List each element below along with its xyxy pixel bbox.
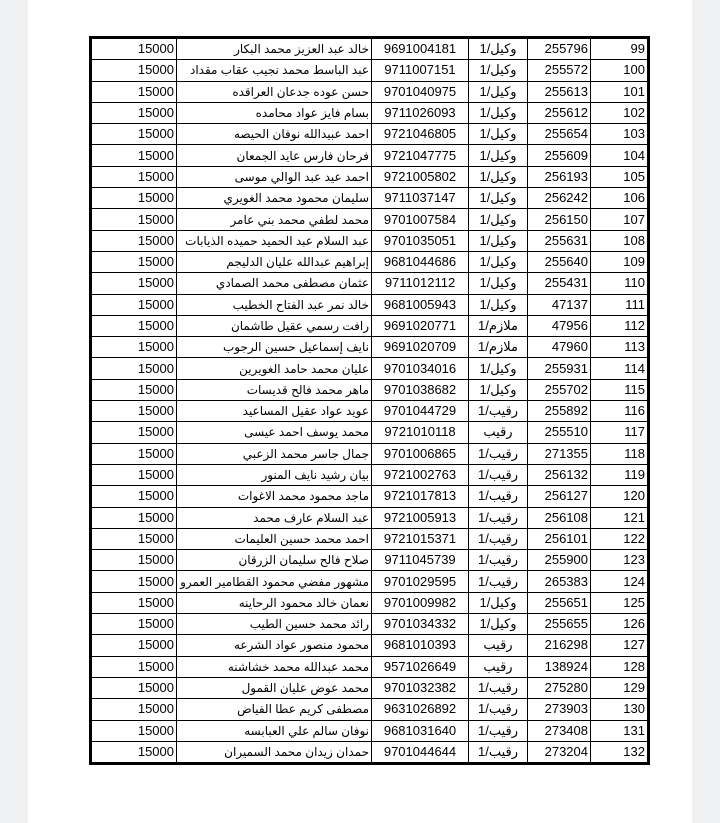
- name-cell: عبد الباسط محمد نجيب عقاب مقداد: [177, 60, 372, 81]
- name-cell: نايف إسماعيل حسين الرجوب: [177, 337, 372, 358]
- table-row: [91, 379, 649, 400]
- sequence-cell: 112: [591, 315, 649, 336]
- table-row: [91, 358, 649, 379]
- national-id-cell: 9711012112: [372, 273, 469, 294]
- table-row: [91, 38, 649, 60]
- table-row: [91, 273, 649, 294]
- name-cell: محمود منصور عواد الشرعه: [177, 635, 372, 656]
- amount-cell: 15000: [91, 124, 177, 145]
- amount-cell: 15000: [91, 635, 177, 656]
- national-id-cell: 9711045739: [372, 550, 469, 571]
- sequence-cell: 102: [591, 102, 649, 123]
- amount-cell: 15000: [91, 422, 177, 443]
- national-id-cell: 9721005913: [372, 507, 469, 528]
- rank-cell: رقيب/1: [469, 720, 528, 741]
- military-number-cell: 255572: [528, 60, 591, 81]
- table-row: [91, 422, 649, 443]
- military-number-cell: 255431: [528, 273, 591, 294]
- rank-cell: رقيب/1: [469, 677, 528, 698]
- amount-cell: 15000: [91, 145, 177, 166]
- rank-cell: رقيب/1: [469, 571, 528, 592]
- amount-cell: 15000: [91, 677, 177, 698]
- table-row: [91, 677, 649, 698]
- military-number-cell: 255613: [528, 81, 591, 102]
- military-number-cell: 256150: [528, 209, 591, 230]
- amount-cell: 15000: [91, 592, 177, 613]
- table-row: [91, 486, 649, 507]
- national-id-cell: 9701044729: [372, 401, 469, 422]
- national-id-cell: 9691020709: [372, 337, 469, 358]
- name-cell: خالد عبد العزيز محمد البكار: [177, 38, 372, 60]
- sequence-cell: 104: [591, 145, 649, 166]
- name-cell: جمال جاسر محمد الزعبي: [177, 443, 372, 464]
- military-number-cell: 255654: [528, 124, 591, 145]
- rank-cell: وكيل/1: [469, 230, 528, 251]
- amount-cell: 15000: [91, 294, 177, 315]
- sequence-cell: 126: [591, 614, 649, 635]
- national-id-cell: 9711037147: [372, 188, 469, 209]
- table-row: [91, 741, 649, 763]
- military-number-cell: 138924: [528, 656, 591, 677]
- rank-cell: وكيل/1: [469, 592, 528, 613]
- table-row: [91, 251, 649, 272]
- amount-cell: 15000: [91, 464, 177, 485]
- amount-cell: 15000: [91, 443, 177, 464]
- table-row: [91, 401, 649, 422]
- national-id-cell: 9631026892: [372, 699, 469, 720]
- national-id-cell: 9691020771: [372, 315, 469, 336]
- national-id-cell: 9721005802: [372, 166, 469, 187]
- name-cell: احمد عبيدالله نوفان الحيصه: [177, 124, 372, 145]
- sequence-cell: 118: [591, 443, 649, 464]
- table-row: [91, 124, 649, 145]
- military-number-cell: 273204: [528, 741, 591, 763]
- table-row: [91, 230, 649, 251]
- table-row: [91, 699, 649, 720]
- sequence-cell: 125: [591, 592, 649, 613]
- national-id-cell: 9701035051: [372, 230, 469, 251]
- military-number-cell: 255631: [528, 230, 591, 251]
- amount-cell: 15000: [91, 528, 177, 549]
- national-id-cell: 9711026093: [372, 102, 469, 123]
- amount-cell: 15000: [91, 81, 177, 102]
- military-number-cell: 256108: [528, 507, 591, 528]
- amount-cell: 15000: [91, 507, 177, 528]
- amount-cell: 15000: [91, 401, 177, 422]
- sequence-cell: 111: [591, 294, 649, 315]
- name-cell: نعمان خالد محمود الرحاينه: [177, 592, 372, 613]
- rank-cell: وكيل/1: [469, 209, 528, 230]
- rank-cell: رقيب/1: [469, 507, 528, 528]
- table-row: [91, 528, 649, 549]
- national-id-cell: 9721046805: [372, 124, 469, 145]
- sequence-cell: 109: [591, 251, 649, 272]
- amount-cell: 15000: [91, 315, 177, 336]
- sequence-cell: 100: [591, 60, 649, 81]
- rank-cell: رقيب/1: [469, 528, 528, 549]
- national-id-cell: 9701007584: [372, 209, 469, 230]
- national-id-cell: 9701009982: [372, 592, 469, 613]
- sequence-cell: 128: [591, 656, 649, 677]
- sequence-cell: 117: [591, 422, 649, 443]
- amount-cell: 15000: [91, 486, 177, 507]
- name-cell: رافت رسمي عقيل طاشمان: [177, 315, 372, 336]
- military-number-cell: 255796: [528, 38, 591, 60]
- name-cell: عثمان مصطفى محمد الصمادي: [177, 273, 372, 294]
- name-cell: محمد عوض عليان القمول: [177, 677, 372, 698]
- name-cell: سليمان محمود محمد الغويري: [177, 188, 372, 209]
- military-number-cell: 255892: [528, 401, 591, 422]
- rank-cell: رقيب: [469, 656, 528, 677]
- national-id-cell: 9721017813: [372, 486, 469, 507]
- table-row: [91, 209, 649, 230]
- rank-cell: وكيل/1: [469, 614, 528, 635]
- national-id-cell: 9681010393: [372, 635, 469, 656]
- rank-cell: وكيل/1: [469, 188, 528, 209]
- national-id-cell: 9571026649: [372, 656, 469, 677]
- name-cell: بسام فايز عواد محامده: [177, 102, 372, 123]
- rank-cell: وكيل/1: [469, 81, 528, 102]
- rank-cell: وكيل/1: [469, 251, 528, 272]
- national-id-cell: 9681031640: [372, 720, 469, 741]
- amount-cell: 15000: [91, 720, 177, 741]
- rank-cell: ملازم/1: [469, 337, 528, 358]
- military-number-cell: 273903: [528, 699, 591, 720]
- table-row: [91, 102, 649, 123]
- personnel-table: [89, 36, 650, 765]
- sequence-cell: 115: [591, 379, 649, 400]
- sequence-cell: 123: [591, 550, 649, 571]
- table-row: [91, 571, 649, 592]
- national-id-cell: 9701034332: [372, 614, 469, 635]
- rank-cell: وكيل/1: [469, 358, 528, 379]
- rank-cell: رقيب: [469, 635, 528, 656]
- table-row: [91, 294, 649, 315]
- sequence-cell: 107: [591, 209, 649, 230]
- sequence-cell: 132: [591, 741, 649, 763]
- amount-cell: 15000: [91, 102, 177, 123]
- military-number-cell: 216298: [528, 635, 591, 656]
- table-row: [91, 464, 649, 485]
- sequence-cell: 121: [591, 507, 649, 528]
- table-row: [91, 592, 649, 613]
- name-cell: ماجد محمود محمد الاغوات: [177, 486, 372, 507]
- national-id-cell: 9681044686: [372, 251, 469, 272]
- name-cell: خالد نمر عبد الفتاح الخطيب: [177, 294, 372, 315]
- name-cell: عبد السلام عارف محمد: [177, 507, 372, 528]
- rank-cell: وكيل/1: [469, 145, 528, 166]
- military-number-cell: 255702: [528, 379, 591, 400]
- name-cell: محمد يوسف احمد عيسى: [177, 422, 372, 443]
- sequence-cell: 120: [591, 486, 649, 507]
- rank-cell: وكيل/1: [469, 60, 528, 81]
- amount-cell: 15000: [91, 699, 177, 720]
- table-row: [91, 166, 649, 187]
- table-row: [91, 635, 649, 656]
- name-cell: نوفان سالم علي العبابسه: [177, 720, 372, 741]
- national-id-cell: 9701034016: [372, 358, 469, 379]
- amount-cell: 15000: [91, 379, 177, 400]
- table-row: [91, 720, 649, 741]
- table-row: [91, 315, 649, 336]
- sequence-cell: 99: [591, 38, 649, 60]
- rank-cell: رقيب/1: [469, 699, 528, 720]
- military-number-cell: 255510: [528, 422, 591, 443]
- name-cell: عليان محمد حامد الغويرين: [177, 358, 372, 379]
- military-number-cell: 255931: [528, 358, 591, 379]
- national-id-cell: 9681005943: [372, 294, 469, 315]
- military-number-cell: 47956: [528, 315, 591, 336]
- national-id-cell: 9701038682: [372, 379, 469, 400]
- sequence-cell: 113: [591, 337, 649, 358]
- sequence-cell: 122: [591, 528, 649, 549]
- sequence-cell: 127: [591, 635, 649, 656]
- name-cell: عويد عواد عقيل المساعيد: [177, 401, 372, 422]
- national-id-cell: 9721047775: [372, 145, 469, 166]
- amount-cell: 15000: [91, 38, 177, 60]
- rank-cell: وكيل/1: [469, 124, 528, 145]
- sequence-cell: 103: [591, 124, 649, 145]
- name-cell: إبراهيم عبدالله عليان الدليجم: [177, 251, 372, 272]
- amount-cell: 15000: [91, 230, 177, 251]
- amount-cell: 15000: [91, 614, 177, 635]
- name-cell: مصطفى كريم عطا الفياض: [177, 699, 372, 720]
- name-cell: فرحان فارس عايد الجمعان: [177, 145, 372, 166]
- national-id-cell: 9711007151: [372, 60, 469, 81]
- amount-cell: 15000: [91, 60, 177, 81]
- national-id-cell: 9701032382: [372, 677, 469, 698]
- national-id-cell: 9701040975: [372, 81, 469, 102]
- table-row: [91, 188, 649, 209]
- sequence-cell: 130: [591, 699, 649, 720]
- name-cell: حمدان زيدان محمد السميران: [177, 741, 372, 763]
- rank-cell: وكيل/1: [469, 379, 528, 400]
- table-row: [91, 550, 649, 571]
- national-id-cell: 9721010118: [372, 422, 469, 443]
- rank-cell: رقيب: [469, 422, 528, 443]
- table-row: [91, 337, 649, 358]
- national-id-cell: 9721015371: [372, 528, 469, 549]
- military-number-cell: 256101: [528, 528, 591, 549]
- table-row: [91, 614, 649, 635]
- military-number-cell: 47960: [528, 337, 591, 358]
- military-number-cell: 256242: [528, 188, 591, 209]
- table-row: [91, 656, 649, 677]
- rank-cell: رقيب/1: [469, 741, 528, 763]
- table-row: [91, 443, 649, 464]
- sequence-cell: 105: [591, 166, 649, 187]
- national-id-cell: 9701029595: [372, 571, 469, 592]
- military-number-cell: 255651: [528, 592, 591, 613]
- military-number-cell: 273408: [528, 720, 591, 741]
- rank-cell: وكيل/1: [469, 273, 528, 294]
- sequence-cell: 114: [591, 358, 649, 379]
- military-number-cell: 255655: [528, 614, 591, 635]
- military-number-cell: 255640: [528, 251, 591, 272]
- national-id-cell: 9701006865: [372, 443, 469, 464]
- military-number-cell: 255609: [528, 145, 591, 166]
- national-id-cell: 9691004181: [372, 38, 469, 60]
- sequence-cell: 124: [591, 571, 649, 592]
- name-cell: حسن عوده جدعان العراقده: [177, 81, 372, 102]
- military-number-cell: 256132: [528, 464, 591, 485]
- rank-cell: ملازم/1: [469, 315, 528, 336]
- military-number-cell: 271355: [528, 443, 591, 464]
- rank-cell: رقيب/1: [469, 443, 528, 464]
- military-number-cell: 256127: [528, 486, 591, 507]
- rank-cell: وكيل/1: [469, 38, 528, 60]
- sequence-cell: 108: [591, 230, 649, 251]
- rank-cell: رقيب/1: [469, 550, 528, 571]
- amount-cell: 15000: [91, 188, 177, 209]
- sequence-cell: 129: [591, 677, 649, 698]
- military-number-cell: 47137: [528, 294, 591, 315]
- name-cell: محمد لطفي محمد بني عامر: [177, 209, 372, 230]
- table-row: [91, 145, 649, 166]
- military-number-cell: 255900: [528, 550, 591, 571]
- rank-cell: وكيل/1: [469, 166, 528, 187]
- amount-cell: 15000: [91, 741, 177, 763]
- amount-cell: 15000: [91, 550, 177, 571]
- name-cell: احمد عيد عبد الوالي موسى: [177, 166, 372, 187]
- sequence-cell: 119: [591, 464, 649, 485]
- amount-cell: 15000: [91, 273, 177, 294]
- national-id-cell: 9721002763: [372, 464, 469, 485]
- name-cell: مشهور مفضي محمود القطامير العمرو: [177, 571, 372, 592]
- sequence-cell: 110: [591, 273, 649, 294]
- amount-cell: 15000: [91, 656, 177, 677]
- table-row: [91, 507, 649, 528]
- name-cell: احمد محمد حسين العليمات: [177, 528, 372, 549]
- sequence-cell: 101: [591, 81, 649, 102]
- rank-cell: وكيل/1: [469, 294, 528, 315]
- name-cell: رائد محمد حسين الطيب: [177, 614, 372, 635]
- sequence-cell: 131: [591, 720, 649, 741]
- name-cell: صلاح فالح سليمان الزرقان: [177, 550, 372, 571]
- name-cell: محمد عبدالله محمد خشاشنه: [177, 656, 372, 677]
- amount-cell: 15000: [91, 571, 177, 592]
- military-number-cell: 255612: [528, 102, 591, 123]
- sequence-cell: 116: [591, 401, 649, 422]
- name-cell: بيان رشيد نايف المنور: [177, 464, 372, 485]
- amount-cell: 15000: [91, 209, 177, 230]
- table-row: [91, 81, 649, 102]
- amount-cell: 15000: [91, 337, 177, 358]
- table-body: [91, 38, 649, 764]
- military-number-cell: 275280: [528, 677, 591, 698]
- military-number-cell: 265383: [528, 571, 591, 592]
- amount-cell: 15000: [91, 358, 177, 379]
- name-cell: عبد السلام عبد الحميد حميده الذيابات: [177, 230, 372, 251]
- rank-cell: رقيب/1: [469, 486, 528, 507]
- rank-cell: رقيب/1: [469, 401, 528, 422]
- amount-cell: 15000: [91, 166, 177, 187]
- sequence-cell: 106: [591, 188, 649, 209]
- national-id-cell: 9701044644: [372, 741, 469, 763]
- name-cell: ماهر محمد فالح قديسات: [177, 379, 372, 400]
- rank-cell: وكيل/1: [469, 102, 528, 123]
- military-number-cell: 256193: [528, 166, 591, 187]
- rank-cell: رقيب/1: [469, 464, 528, 485]
- amount-cell: 15000: [91, 251, 177, 272]
- table-row: [91, 60, 649, 81]
